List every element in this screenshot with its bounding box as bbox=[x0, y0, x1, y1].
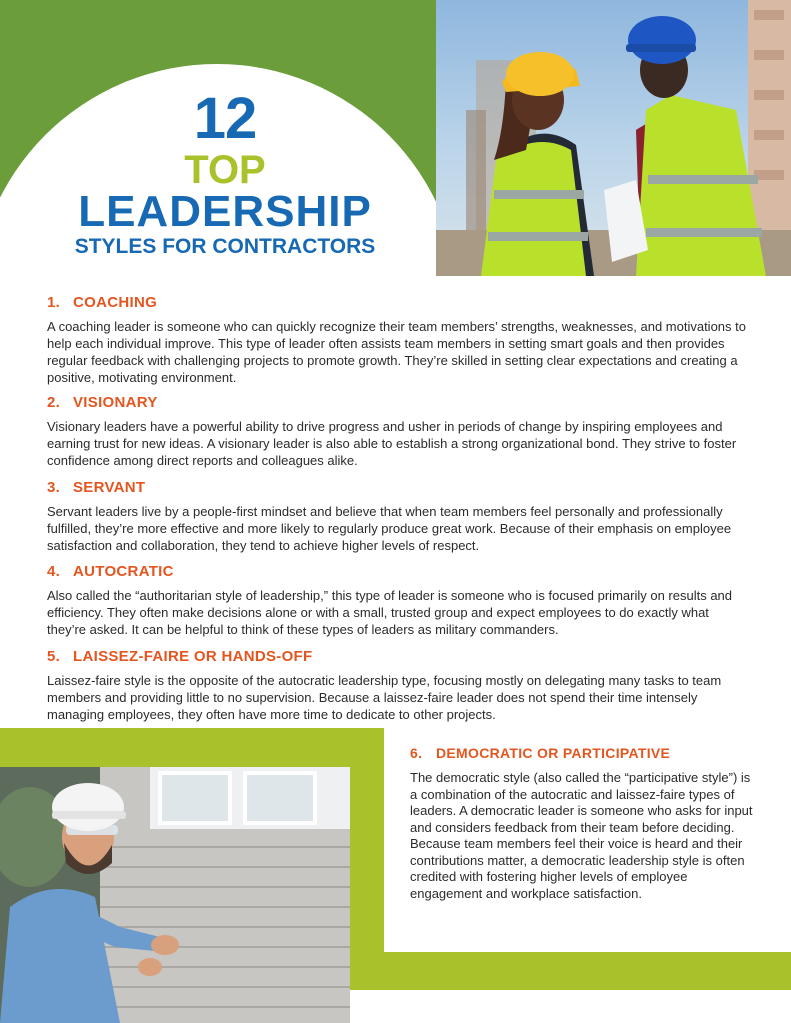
section-number: 4. bbox=[47, 563, 61, 580]
section-number: 2. bbox=[47, 394, 61, 411]
section-number: 1. bbox=[47, 294, 61, 311]
header-photo-construction-workers bbox=[436, 0, 791, 276]
section-body: Also called the “authoritarian style of leadership,” this type of leader is someone who is focused primarily on results and efficiency. They often make decisions alone or with a small, trusted group and expect employees to do exactly what they’re asked. It can be helpful to think of these types of leaders as military commanders. bbox=[47, 588, 733, 637]
section-number: 5. bbox=[47, 648, 61, 665]
section-autocratic bbox=[47, 563, 747, 638]
section-title: COACHING bbox=[73, 294, 158, 311]
section-body: Laissez-faire style is the opposite of the autocratic leadership type, focusing mostly on delegating many tasks to team members and providing little to no supervision. Because a laissez-faire leader does not spend their time intensely managing employees, they often have more time to dedicate to other projects. bbox=[47, 673, 722, 722]
section-heading bbox=[410, 745, 760, 761]
section-title: LAISSEZ-FAIRE OR HANDS-OFF bbox=[73, 648, 313, 665]
section-servant bbox=[47, 479, 747, 554]
section-heading bbox=[47, 648, 747, 665]
section-title: SERVANT bbox=[73, 479, 146, 496]
section-democratic bbox=[410, 745, 760, 902]
section-body: Servant leaders live by a people-first mindset and believe that when team members feel personally and professionally fulfilled, they’re more effective and more likely to regularly produce great work. Because of their emphasis on employee satisfaction and collaboration, they tend to achieve higher levels of respect. bbox=[47, 504, 732, 553]
title-number: 12 bbox=[193, 86, 257, 151]
section-body: The democratic style (also called the “participative style”) is a combination of the autocratic and laissez-faire types of leaders. A democratic leader is someone who asks for input and considers feedback from their team before deciding. Because team members feel their voice is heard and their contributions matter, a democratic leadership style is often credited with fostering higher levels of employee engagement and workplace satisfaction. bbox=[410, 770, 753, 901]
section-visionary bbox=[47, 394, 747, 469]
title-subtitle: STYLES FOR CONTRACTORS bbox=[74, 235, 376, 258]
section-title: VISIONARY bbox=[73, 394, 158, 411]
title-top: TOP bbox=[184, 148, 266, 192]
section-heading bbox=[47, 479, 747, 496]
section-title: AUTOCRATIC bbox=[73, 563, 174, 580]
section-coaching bbox=[47, 294, 747, 386]
section-heading bbox=[47, 563, 747, 580]
section-number: 6. bbox=[410, 745, 423, 761]
section-body: Visionary leaders have a powerful ability to drive progress and usher in periods of change by inspiring employees and earning trust for new ideas. A visionary leader is also able to establish a strong organizational bond. They strive to foster confidence among direct reports and colleagues alike. bbox=[47, 419, 737, 468]
title-leadership: LEADERSHIP bbox=[78, 187, 372, 236]
section-laissez-faire bbox=[47, 648, 747, 723]
page-title bbox=[40, 86, 410, 260]
worker-siding-photo bbox=[0, 767, 350, 1023]
section-number: 3. bbox=[47, 479, 61, 496]
section-body: A coaching leader is someone who can quickly recognize their team members’ strengths, weaknesses, and motivations to help each individual improve. This type of leader often assists team members in setting smart goals and then provides regular feedback with challenging projects to promote growth. They’re skilled in setting clear expectations and creating a positive, motivating environment. bbox=[47, 319, 746, 385]
section-title: DEMOCRATIC OR PARTICIPATIVE bbox=[436, 745, 671, 761]
section-heading bbox=[47, 394, 747, 411]
section-heading bbox=[47, 294, 747, 311]
